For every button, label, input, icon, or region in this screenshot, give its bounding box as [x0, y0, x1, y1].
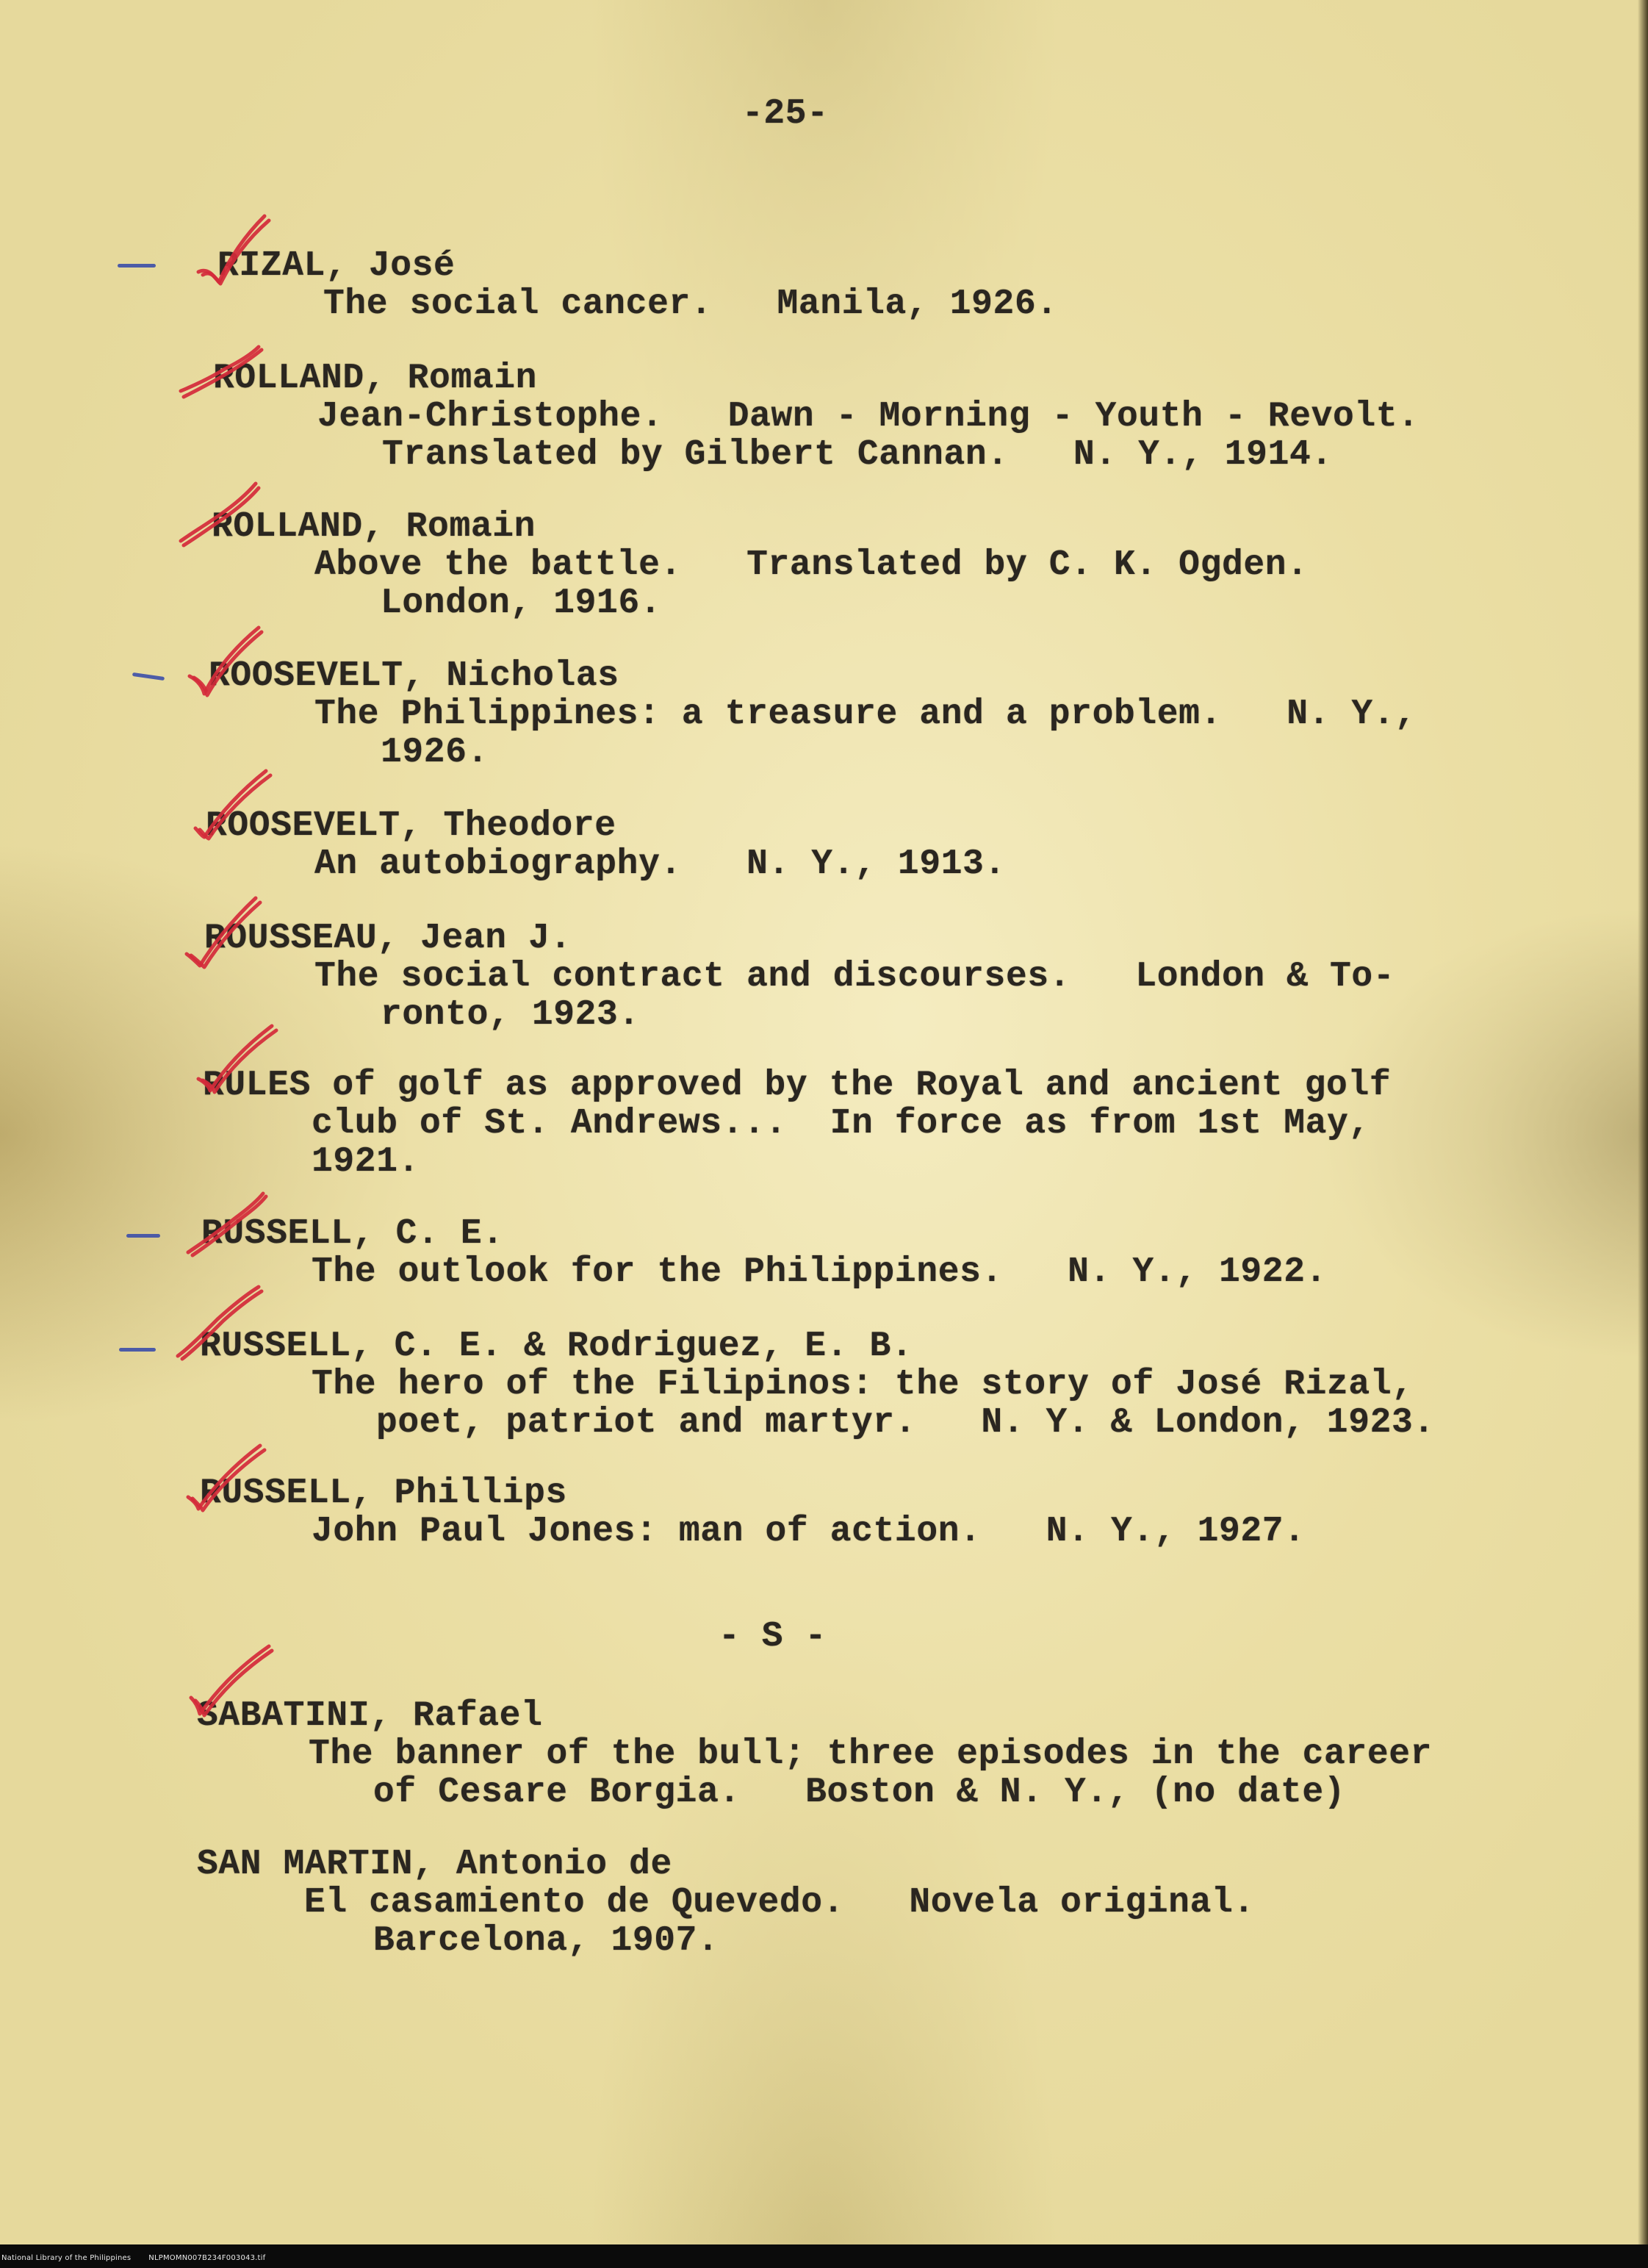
red-check-mark-icon [184, 1437, 279, 1518]
red-check-mark-icon [176, 478, 272, 559]
entry-heading: RUSSELL, C. E. [201, 1214, 504, 1254]
red-check-mark-icon [176, 340, 272, 420]
entry-heading: RIZAL, José [217, 246, 456, 286]
entry-heading: ROLLAND, Romain [213, 359, 538, 398]
page-edge-shadow [1638, 0, 1648, 2268]
entry-heading: ROUSSEAU, Jean J. [204, 919, 572, 958]
entry-line: of Cesare Borgia. Boston & N. Y., (no date) [373, 1773, 1346, 1812]
entry-line: The social contract and discourses. London & To- [314, 957, 1395, 997]
section-heading-s: - S - [719, 1617, 827, 1657]
entry-line: 1921. [312, 1142, 420, 1182]
scan-footer-bar [0, 2244, 1648, 2268]
entry-heading: ROOSEVELT, Theodore [206, 806, 616, 846]
entry-line: The banner of the bull; three episodes in the career [309, 1734, 1433, 1774]
entry-line: ronto, 1923. [381, 995, 640, 1035]
red-check-mark-icon [182, 888, 278, 969]
red-check-mark-icon [182, 617, 278, 698]
entry-heading: RULES of golf as approved by the Royal and ancient golf [203, 1066, 1392, 1105]
entry-line: The outlook for the Philippines. N. Y., 1922. [312, 1252, 1328, 1292]
entry-line: Translated by Gilbert Cannan. N. Y., 1914. [382, 435, 1333, 475]
entry-heading: SAN MARTIN, Antonio de [197, 1845, 672, 1884]
red-check-mark-icon [190, 761, 285, 841]
entry-line: The Philippines: a treasure and a problem. N. Y., [314, 695, 1417, 734]
red-check-mark-icon [173, 1282, 269, 1363]
entry-line: Barcelona, 1907. [373, 1921, 719, 1961]
entry-line: Jean-Christophe. Dawn - Morning - Youth - Revolt. [317, 397, 1419, 437]
entry-heading: RUSSELL, Phillips [200, 1474, 567, 1513]
blue-dash-mark [118, 264, 156, 268]
footer-library: National Library of the Philippines [1, 2254, 132, 2262]
entry-line: The hero of the Filipinos: the story of José Rizal, [312, 1365, 1414, 1404]
entry-line: John Paul Jones: man of action. N. Y., 1927. [312, 1512, 1306, 1551]
red-check-mark-icon [187, 1639, 282, 1720]
entry-line: club of St. Andrews... In force as from 1st May, [312, 1104, 1370, 1144]
entry-line: Above the battle. Translated by C. K. Ogden. [314, 545, 1309, 585]
entry-line: El casamiento de Quevedo. Novela original. [304, 1883, 1255, 1923]
red-check-mark-icon [184, 1182, 279, 1263]
page-number: -25- [742, 94, 829, 134]
footer-file: NLPMOMN007B234F003043.tif [148, 2254, 266, 2262]
entry-line: poet, patriot and martyr. N. Y. & London, 1923. [376, 1403, 1435, 1443]
scan-footer-text [1, 2254, 265, 2262]
entry-line: London, 1916. [381, 584, 662, 623]
entry-heading: ROOSEVELT, Nicholas [209, 656, 619, 696]
entry-line: 1926. [381, 733, 489, 772]
entry-heading: ROLLAND, Romain [212, 507, 536, 547]
entry-heading: SABATINI, Rafael [197, 1696, 543, 1736]
blue-dash-mark [126, 1234, 160, 1238]
entry-heading: RUSSELL, C. E. & Rodriguez, E. B. [200, 1327, 913, 1366]
entry-line: An autobiography. N. Y., 1913. [314, 844, 1006, 884]
red-check-mark-icon [194, 1014, 289, 1095]
blue-dash-mark [119, 1348, 156, 1352]
red-check-mark-icon [192, 207, 288, 288]
entry-line: The social cancer. Manila, 1926. [323, 284, 1058, 324]
